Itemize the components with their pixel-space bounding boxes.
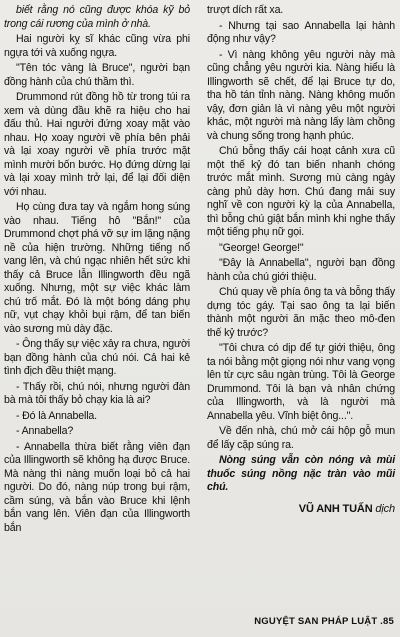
paragraph: - Vì nàng không yêu người này mà cũng chẳng yêu người kia. Nàng hiểu là Illingworth sẽ chết, để lại Bruce tự do, tha hồ tán tỉnh nàng. Nàng không muốn vậy, đơn giản là vì nàng yêu một người khác, một người mà nàng lấy làm chồng và chung sống trong hạnh phúc. bbox=[207, 48, 395, 142]
left-text-column bbox=[4, 4, 190, 537]
right-text-column bbox=[207, 4, 395, 516]
paragraph: - Ông thấy sự việc xảy ra chưa, người bạn đồng hành của chú nói. Cả hai kẻ tình địch đều thiệt mạng. bbox=[4, 338, 190, 377]
paragraph: Họ cùng đưa tay và ngắm hong súng vào nhau. Tiếng hô "Bắn!" của Drummond chợt phá vỡ sự im lặng nặng nề của hiện trường. Những tiếng nổ vang lên, và chú ngạc nhiên hết sức khi thấy cả Bruce lẫn Illingworth đều ngã xuống. Nhưng, một sự việc khác làm chú trố mắt. Đó là một bóng dáng phụ nữ, vụt chạy khỏi bụi rậm, để tan biến vào sương mù dày đặc. bbox=[4, 201, 190, 335]
paragraph: "George! George!" bbox=[219, 241, 304, 254]
paragraph: Về đến nhà, chú mở cái hộp gỗ mun để lấy cặp súng ra. bbox=[207, 425, 395, 451]
paragraph: - Annabella thừa biết rằng viên đạn của Illingworth sẽ không hạ được Bruce. Mà nàng thì nàng muốn loại bỏ cả hai người. Do đó, nàng núp trong bụi rậm, cầm súng, và bắn vào Bruce khi lệnh bắn vang lên. Viên đạn của Illingworth bắn bbox=[4, 440, 190, 534]
paragraph: biết rằng nó cũng được khóa kỹ bỏ trong cái rương của mình ở nhà. bbox=[4, 4, 190, 30]
translator-role: dịch bbox=[375, 502, 395, 515]
paragraph: trượt dích rất xa. bbox=[207, 4, 284, 16]
paragraph: Nòng súng vẫn còn nóng và mùi thuốc súng nồng nặc tràn vào mũi chú. bbox=[207, 454, 395, 493]
paragraph: Chú quay về phía ông ta và bỗng thấy dựng tóc gáy. Tại sao ông ta lại biến thành một người ăn mặc theo mô-đen thế kỷ trước? bbox=[207, 286, 395, 339]
paragraph: Hai người kỵ sĩ khác cũng vừa phi ngựa tới và xuống ngựa. bbox=[4, 33, 190, 59]
paragraph: Chú bỗng thấy cái hoạt cảnh xưa cũ một thế kỷ đó tan biến nhanh chóng trước mắt mình. Sương mù càng ngày càng phủ dày hơn. Chú đang mải suy nghĩ về con người kỳ lạ của Annabella, thì bỗng chú giật bắn mình khi nghe thấy một tiếng phụ nữ gọi. bbox=[207, 145, 395, 238]
paragraph: Drummond rút đồng hồ từ trong túi ra xem và dùng đầu khẽ ra hiệu cho hai đấu thủ. Hai người đứng xoay mặt vào nhau. Họ xoay người về phía bên phải và lại xoay người về phía trước mặt mình mười bốn bước. Họ đứng dừng lại và lại xoay mình trở lại, để lại đối diện với nhau. bbox=[4, 91, 190, 198]
translator-credit bbox=[207, 503, 395, 517]
paragraph: - Annabella? bbox=[16, 425, 74, 437]
paragraph: - Nhưng tại sao Annabella lại hành động như vậy? bbox=[207, 19, 395, 45]
paragraph: - Đó là Annabella. bbox=[16, 409, 97, 422]
paragraph: "Tôi chưa có dịp để tự giới thiệu, ông ta nói bằng một giọng nói như vang vọng lên từ cực sâu ngàn trùng. Tôi là George Drummond. Tôi là bạn và nhân chứng của Illingworth, và là người mà Annabella yêu. Vĩnh biệt ông...". bbox=[207, 342, 395, 422]
paragraph: - Thấy rồi, chú nói, nhưng người đàn bà mà tôi thấy bỏ chạy kia là ai? bbox=[4, 380, 190, 406]
paragraph: "Tên tóc vàng là Bruce", người bạn đồng hành của chú thầm thì. bbox=[4, 62, 190, 88]
paragraph: "Đây là Annabella", người bạn đồng hành của chú giới thiệu. bbox=[207, 257, 395, 283]
translator-name: VŨ ANH TUẤN bbox=[298, 502, 373, 515]
page-footer: NGUYỆT SAN PHÁP LUẬT .85 bbox=[254, 616, 394, 627]
